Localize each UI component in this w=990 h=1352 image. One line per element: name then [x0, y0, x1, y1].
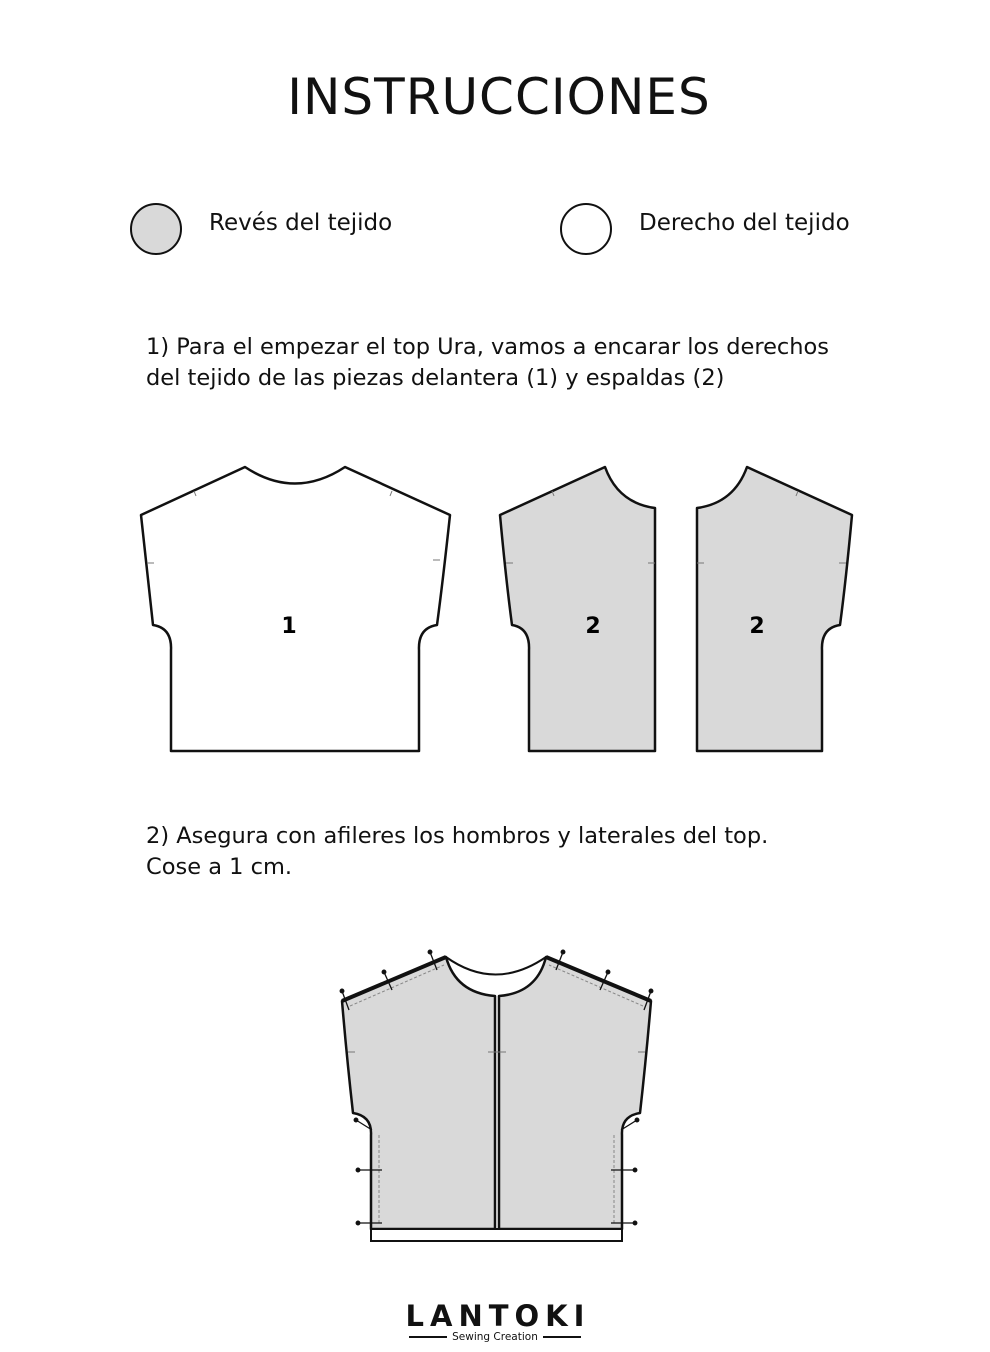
pinned-top-illustration — [340, 950, 653, 1241]
brand-logo — [395, 1300, 595, 1343]
step-1-line-2: del tejido de las piezas delantera (1) y espaldas (2) — [146, 365, 725, 391]
brand-tagline: Sewing Creation — [452, 1331, 538, 1343]
step-1-line-1: 1) Para el empezar el top Ura, vamos a encarar los derechos — [146, 334, 830, 360]
tagline-divider-right — [543, 1336, 581, 1338]
wrong-side-label: Revés del tejido — [209, 210, 393, 236]
front-piece-number: 1 — [281, 614, 297, 639]
right-side-label: Derecho del tejido — [639, 210, 850, 236]
back-piece-right — [697, 467, 852, 751]
step-2-line-2: Cose a 1 cm. — [146, 854, 293, 880]
front-piece — [141, 467, 450, 751]
step-2-line-1: 2) Asegura con afileres los hombros y laterales del top. — [146, 823, 769, 849]
step-2-text — [146, 821, 866, 883]
back-left-piece-number: 2 — [585, 614, 601, 639]
back-piece-left — [500, 467, 655, 751]
tagline-divider-left — [409, 1336, 447, 1338]
back-right-piece-number: 2 — [749, 614, 765, 639]
page-title: INSTRUCCIONES — [287, 68, 711, 126]
brand-name: LANTOKI — [405, 1299, 591, 1333]
